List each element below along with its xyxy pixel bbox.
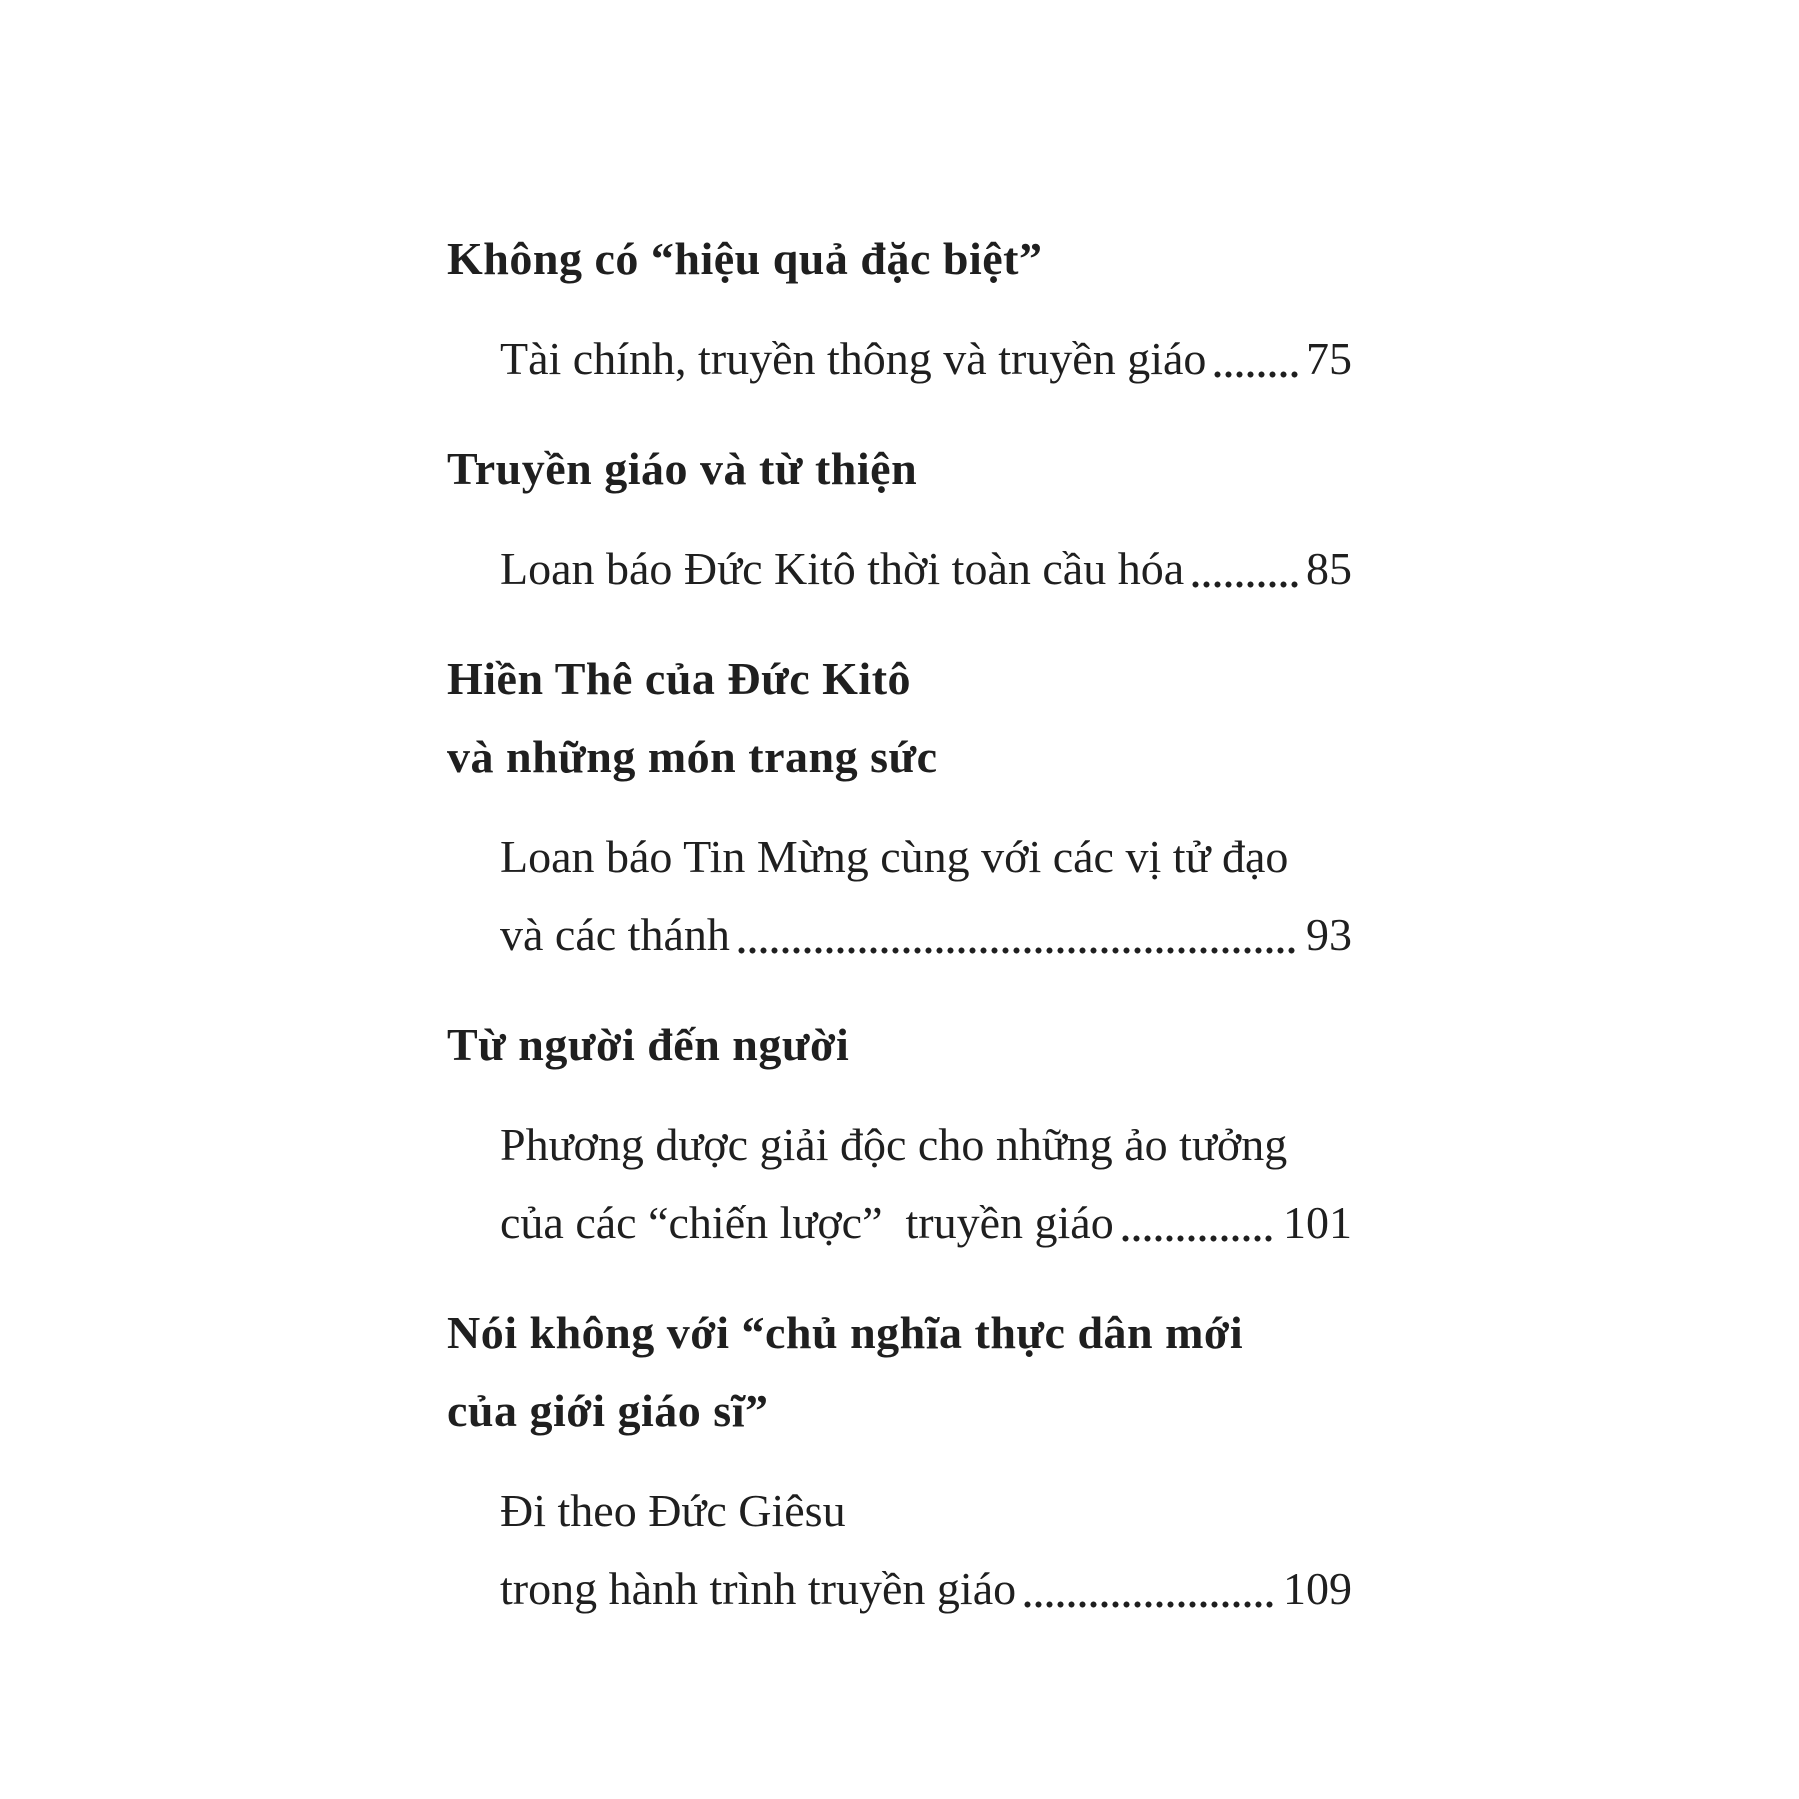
- toc-entry-heading: [447, 640, 1352, 796]
- toc-heading-line: của giới giáo sĩ”: [447, 1385, 769, 1436]
- toc-item-line: Loan báo Tin Mừng cùng với các vị tử đạo: [500, 831, 1289, 882]
- toc-item-line-with-page: [500, 1184, 1352, 1262]
- toc-item-line: Phương dược giải độc cho những ảo tưởng: [500, 1119, 1288, 1170]
- toc-entry-item: [500, 1106, 1352, 1262]
- toc-heading-line: Từ người đến người: [447, 1019, 850, 1070]
- toc-heading-line: Nói không với “chủ nghĩa thực dân mới: [447, 1307, 1244, 1358]
- page-number: 85: [1306, 543, 1352, 594]
- toc-heading-line: Truyền giáo và từ thiện: [447, 443, 918, 494]
- toc-item-line: Đi theo Đức Giêsu: [500, 1485, 846, 1536]
- dot-leader: [1120, 1184, 1275, 1262]
- toc-entry-heading: [447, 220, 1352, 298]
- toc-item-text: Tài chính, truyền thông và truyền giáo: [500, 333, 1207, 384]
- toc-entry-heading: [447, 1006, 1352, 1084]
- toc-entry-item: [500, 1472, 1352, 1628]
- toc-heading-line: và những món trang sức: [447, 731, 938, 782]
- dot-leader: [1212, 320, 1298, 398]
- dot-leader: [1022, 1550, 1275, 1628]
- dot-leader: [736, 896, 1298, 974]
- toc-item-line-with-page: [500, 896, 1352, 974]
- toc-item-text: trong hành trình truyền giáo: [500, 1563, 1017, 1614]
- toc-item-text: của các “chiến lược” truyền giáo: [500, 1197, 1114, 1248]
- page-number: 109: [1283, 1563, 1352, 1614]
- page-number: 93: [1306, 909, 1352, 960]
- toc-heading-line: Hiền Thê của Đức Kitô: [447, 653, 912, 704]
- toc-item-text: Loan báo Đức Kitô thời toàn cầu hóa: [500, 543, 1185, 594]
- toc-entry-item: [500, 320, 1352, 398]
- toc-entry-item: [500, 530, 1352, 608]
- toc-item-line-with-page: [500, 530, 1352, 608]
- page-number: 101: [1283, 1197, 1352, 1248]
- toc-list: [447, 220, 1352, 1628]
- page-number: 75: [1306, 333, 1352, 384]
- toc-entry-heading: [447, 430, 1352, 508]
- toc-item-text: và các thánh: [500, 909, 730, 960]
- toc-entry-heading: [447, 1294, 1352, 1450]
- toc-item-line-with-page: [500, 1550, 1352, 1628]
- toc-item-line-with-page: [500, 320, 1352, 398]
- toc-heading-line: Không có “hiệu quả đặc biệt”: [447, 233, 1043, 284]
- toc-entry-item: [500, 818, 1352, 974]
- dot-leader: [1190, 530, 1298, 608]
